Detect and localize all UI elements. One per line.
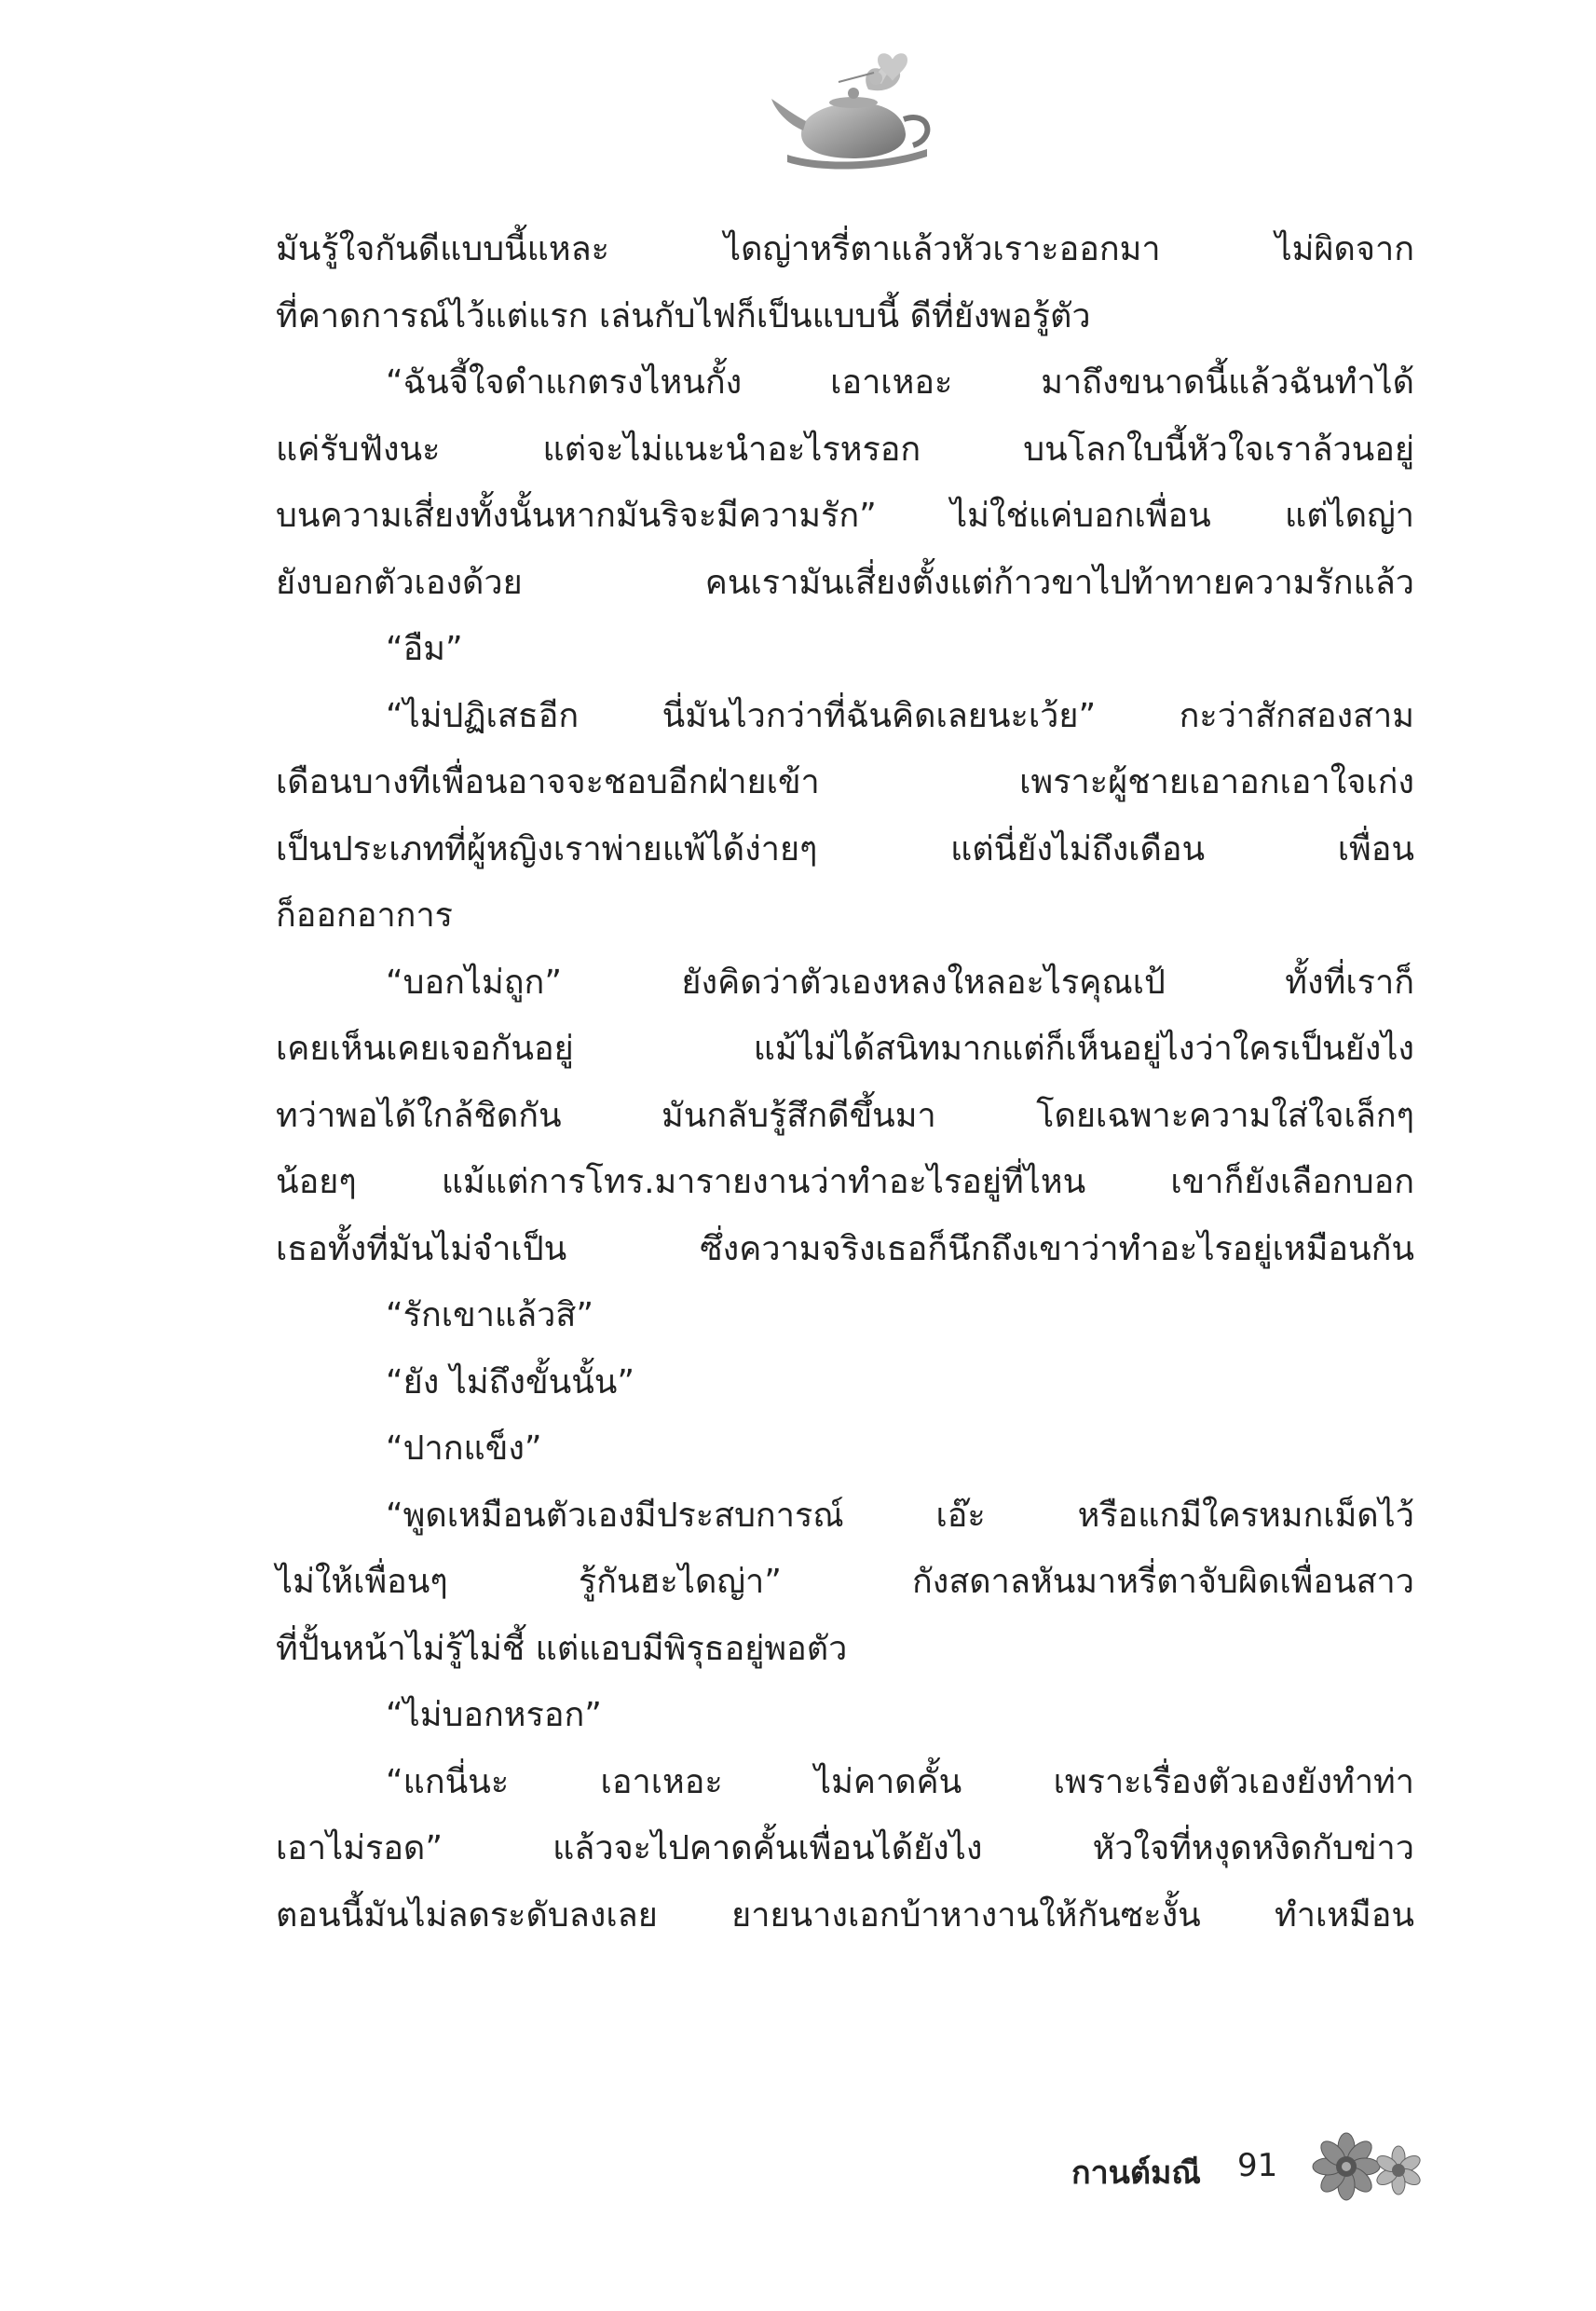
text-line: เอาไม่รอด” แล้วจะไปคาดคั้นเพื่อนได้ยังไง หัวใจที่หงุดหงิดกับข่าว xyxy=(276,1829,1414,1867)
body-text xyxy=(276,216,1414,1949)
text-line: “ปากแข็ง” xyxy=(386,1429,542,1468)
text-line: “บอกไม่ถูก” ยังคิดว่าตัวเองหลงใหลอะไรคุณเป้ ทั้งที่เราก็ xyxy=(386,963,1414,1002)
text-line: “ไม่บอกหรอก” xyxy=(386,1696,602,1734)
text-line: ก็ออกอาการ xyxy=(276,896,454,935)
text-line: เคยเห็นเคยเจอกันอยู่ แม้ไม่ได้สนิทมากแต่ก็เห็นอยู่ไงว่าใครเป็นยังไง xyxy=(276,1030,1414,1068)
teapot-cupid-ornament-icon xyxy=(764,45,950,185)
text-line: “อืม” xyxy=(386,630,463,668)
text-line: ตอนนี้มันไม่ลดระดับลงเลย ยายนางเอกบ้าหางานให้กันซะงั้น ทำเหมือน xyxy=(276,1895,1414,1935)
text-line: “ยัง ไม่ถึงขั้นนั้น” xyxy=(386,1362,635,1402)
text-line: “ฉันจี้ใจดำแกตรงไหนกั้ง เอาเหอะ มาถึงขนาดนี้แล้วฉันทำได้ xyxy=(386,363,1414,402)
text-line: น้อยๆ แม้แต่การโทร.มารายงานว่าทำอะไรอยู่ที่ไหน เขาก็ยังเลือกบอก xyxy=(276,1163,1414,1201)
text-line: บนความเสี่ยงทั้งนั้นหากมันริจะมีความรัก” ไม่ใช่แค่บอกเพื่อน แต่ไดญ่า xyxy=(276,497,1414,535)
text-line: “แกนี่นะ เอาเหอะ ไม่คาดคั้น เพราะเรื่องตัวเองยังทำท่า xyxy=(386,1762,1414,1801)
text-line: แค่รับฟังนะ แต่จะไม่แนะนำอะไรหรอก บนโลกใบนี้หัวใจเราล้วนอยู่ xyxy=(276,430,1414,469)
text-line: ที่คาดการณ์ไว้แต่แรก เล่นกับไฟก็เป็นแบบนี้ ดีที่ยังพอรู้ตัว xyxy=(276,296,1091,335)
text-line: มันรู้ใจกันดีแบบนี้แหละ ไดญ่าหรี่ตาแล้วหัวเราะออกมา ไม่ผิดจาก xyxy=(276,230,1414,268)
book-title: กานต์มณี xyxy=(1071,2154,1201,2192)
page-number: 91 xyxy=(1237,2147,1278,2184)
text-line: “ไม่ปฏิเสธอีก นี่มันไวกว่าที่ฉันคิดเลยนะเว้ย” กะว่าสักสองสาม xyxy=(386,696,1414,735)
text-line: เธอทั้งที่มันไม่จำเป็น ซึ่งความจริงเธอก็นึกถึงเขาว่าทำอะไรอยู่เหมือนกัน xyxy=(276,1229,1414,1268)
text-line: “รักเขาแล้วสิ” xyxy=(386,1296,594,1334)
text-line: เดือนบางทีเพื่อนอาจจะชอบอีกฝ่ายเข้า เพราะผู้ชายเอาอกเอาใจเก่ง xyxy=(276,763,1414,801)
text-line: ทว่าพอได้ใกล้ชิดกัน มันกลับรู้สึกดีขึ้นมา โดยเฉพาะความใส่ใจเล็กๆ xyxy=(276,1096,1414,1135)
text-line: ยังบอกตัวเองด้วย คนเรามันเสี่ยงตั้งแต่ก้าวขาไปท้าทายความรักแล้ว xyxy=(276,563,1414,602)
text-line: ที่ปั้นหน้าไม่รู้ไม่ชี้ แต่แอบมีพิรุธอยู่พอตัว xyxy=(276,1629,848,1668)
text-line: “พูดเหมือนตัวเองมีประสบการณ์ เอ๊ะ หรือแกมีใครหมกเม็ดไว้ xyxy=(386,1496,1414,1535)
text-line: เป็นประเภทที่ผู้หญิงเราพ่ายแพ้ได้ง่ายๆ แต่นี่ยังไม่ถึงเดือน เพื่อน xyxy=(276,829,1414,868)
text-line: ไม่ให้เพื่อนๆ รู้กันฮะไดญ่า” กังสดาลหันมาหรี่ตาจับผิดเพื่อนสาว xyxy=(276,1563,1414,1601)
flower-ornament-icon xyxy=(1309,2129,1430,2204)
